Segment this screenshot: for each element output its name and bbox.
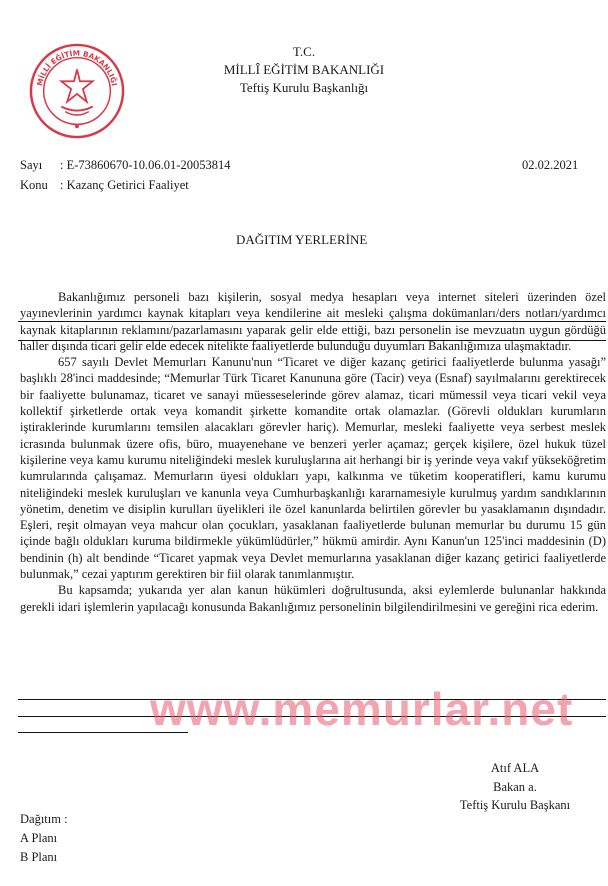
distribution-item: B Planı [20, 850, 58, 864]
distribution-block [20, 810, 68, 867]
addressee: DAĞITIM YERLERİNE [236, 232, 368, 247]
header-ministry: MİLLÎ EĞİTİM BAKANLIĞI [223, 62, 385, 77]
signer-name: Atıf ALA [490, 761, 540, 775]
paragraph-3: Bu kapsamda; yukarıda yer alan kanun hükümleri doğrultusunda, aksi eylemlerde bulunanlar hakkında gerekli idari işlemlerin yapılacağı konusunda Bakanlığımız personelinin bilgilendirilmesini ve gereğini rica ederim. [20, 583, 606, 614]
paragraph-1: Bakanlığımız personeli bazı kişilerin, sosyal medya hesapları veya internet siteleri üzerinden özel yayınevlerinin yardımcı kaynak kitapları veya kendilerine ait mesleki çalışma dokümanları/ders notları/yardımcı kaynak kitaplarının reklamını/pazarlamasını yaparak gelir elde ettiği, bazı personelin ise mevzuatın uygun gördüğü haller dışında ticari gelir elde edecek nitelikte faaliyetlerde bulunduğu duyumları Bakanlığımıza ulaşmaktadır. [20, 290, 606, 353]
signature-block [440, 759, 590, 815]
signer-title-1: Bakan a. [493, 779, 537, 794]
paragraph-2: 657 sayılı Devlet Memurları Kanunu'nun “Ticaret ve diğer kazanç getirici faaliyetlerde bulunma yasağı” başlıklı 28'inci maddesinde; “Memurlar Türk Ticaret Kanununa göre (Tacir) veya (Esnaf) sayılmalarını gerektirecek bir faaliyette bulunamaz, ticaret ve sanayi müesseselerinde görev alamaz, ticari mümessil veya ticari vekil veya kollektif şirketlerde ortak veya komandit şirkette komandite ortak olamazlar. (Görevli oldukları kurumların iştiraklerinde kurumlarını temsilen alacakları görevler hariç). Memurlar, mesleki faaliyette veya serbest meslek icrasında bulunmak üzere ofis, büro, muayenehane ve benzeri yerler açamaz; gerçek kişilere, özel hukuk tüzel kişilerine veya kamu kurumu niteliğindeki meslek kuruluşlarına ait herhangi bir iş yerinde veya vakıf yükseköğretim kumrularında çalışamaz. Memurların üyesi oldukları yapı, kalkınma ve tüketim kooperatifleri, kamu kurumu niteliğindeki meslek kuruluşları ve kanunla veya Cumhurbaşkanlığı kararnamesiyle kurulmuş yardım sandıklarının yönetim, denetim ve disiplin kurulları üyelikleri ile özel kanunlarda belirtilen görevler bu yasaklamanın dışındadır. Eşleri, reşit olmayan veya mahcur olan çocukları, yasaklanan faaliyetlerde bulunan memurlar bu durumu 15 gün içinde bağlı oldukları kuruma bildirmekle yükümlüdürler,” hükmü amirdir. Aynı Kanun'un 125'inci maddesinin (D) bendinin (h) alt bendinde “Ticaret yapmak veya Devlet memurlarına yasaklanan diğer kazanç getirici faaliyetlerde bulunmak,” cezai yaptırım gerektiren bir fiil olarak tanımlanmıştır. [20, 355, 606, 582]
sayi-value: : E-73860670-10.06.01-20053814 [60, 158, 231, 172]
header-tc: T.C. [292, 44, 316, 59]
underline-mark [18, 340, 606, 341]
distribution-item: A Planı [20, 831, 58, 845]
header-department: Teftiş Kurulu Başkanlığı [239, 80, 369, 95]
watermark-text: www.memurlar.net [150, 683, 574, 735]
konu-label: Konu [20, 178, 48, 192]
document-date: 02.02.2021 [522, 158, 579, 172]
underline-mark [18, 321, 606, 322]
signer-title-2: Teftiş Kurulu Başkanı [459, 798, 571, 812]
svg-text:MİLLÎ EĞİTİM BAKANLIĞI: MİLLÎ EĞİTİM BAKANLIĞI [35, 48, 119, 87]
sayi-label: Sayı [20, 158, 43, 172]
distribution-label: Dağıtım : [20, 812, 68, 826]
konu-value: : Kazanç Getirici Faaliyet [60, 178, 189, 192]
letter-body [20, 289, 606, 615]
